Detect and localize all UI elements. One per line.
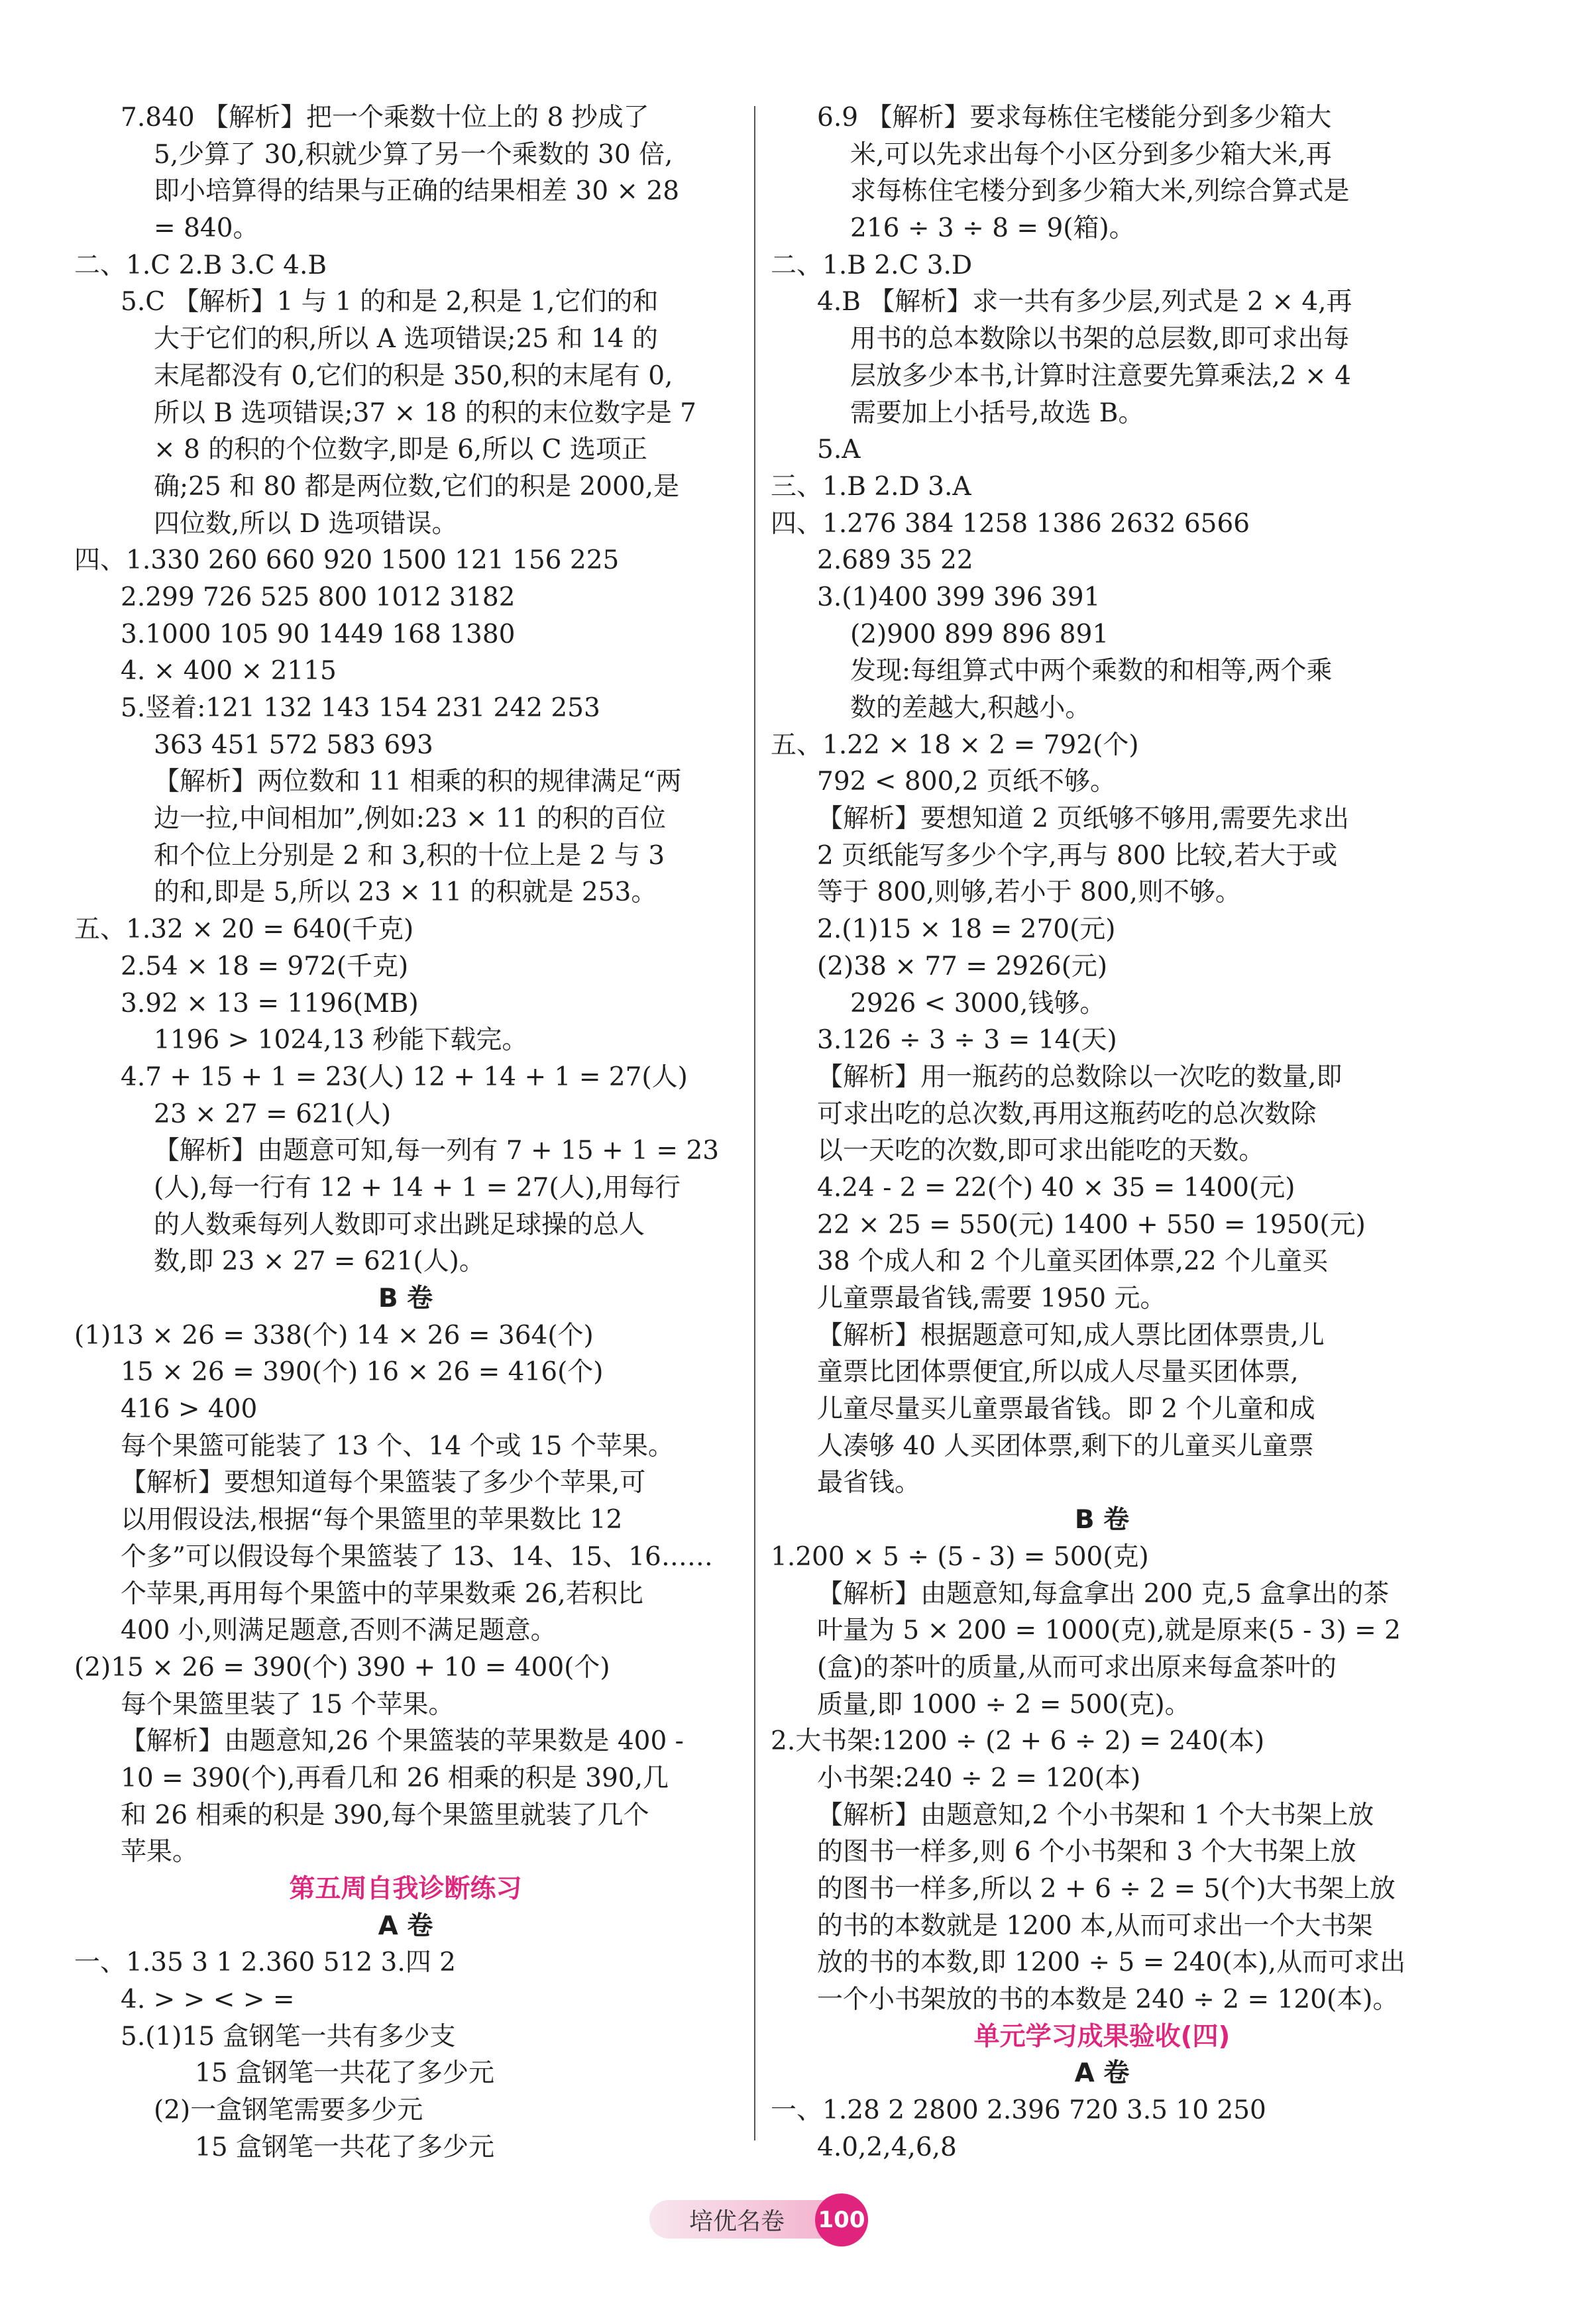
text-line: 五、1.32 × 20 = 640(千克) (74, 914, 414, 945)
text-line: 3.126 ÷ 3 ÷ 3 = 14(天) (817, 1025, 1117, 1056)
text-line: 2.54 × 18 = 972(千克) (121, 951, 409, 981)
text-line: 确;25 和 80 都是两位数,它们的积是 2000,是 (154, 471, 680, 502)
text-line: 儿童尽量买儿童票最省钱。即 2 个儿童和成 (817, 1394, 1315, 1425)
text-line: 【解析】两位数和 11 相乘的积的规律满足“两 (154, 767, 682, 797)
text-line: 5.C 【解析】1 与 1 的和是 2,积是 1,它们的和 (121, 287, 659, 317)
text-line: 2926 < 3000,钱够。 (850, 988, 1106, 1019)
text-line: 数的差越大,积越小。 (850, 693, 1091, 723)
text-line: 5,少算了 30,积就少算了另一个乘数的 30 倍, (154, 139, 673, 170)
text-line: 4. × 400 × 2115 (121, 656, 337, 687)
text-line: 4.24 - 2 = 22(个) 40 × 35 = 1400(元) (817, 1172, 1295, 1203)
text-line: 末尾都没有 0,它们的积是 350,积的末尾有 0, (154, 360, 673, 391)
section-title: 单元学习成果验收(四) (973, 2021, 1231, 2052)
text-line: 5.A (817, 435, 861, 465)
text-line: 1196 > 1024,13 秒能下载完。 (154, 1025, 528, 1056)
text-line: 四、1.330 260 660 920 1500 121 156 225 (74, 545, 620, 576)
text-line: 416 > 400 (121, 1394, 258, 1425)
text-line: 用书的总本数除以书架的总层数,即可求出每 (850, 324, 1350, 355)
text-line: 的书的本数就是 1200 本,从而可求出一个大书架 (817, 1910, 1373, 1941)
text-line: 最省钱。 (817, 1468, 921, 1498)
text-line: 2 页纸能写多少个字,再与 800 比较,若大于或 (817, 840, 1338, 871)
text-line: 【解析】由题意知,26 个果篮装的苹果数是 400 - (121, 1726, 684, 1757)
text-line: 【解析】用一瓶药的总数除以一次吃的数量,即 (817, 1062, 1343, 1092)
text-line: 以用假设法,根据“每个果篮里的苹果数比 12 (121, 1505, 623, 1535)
text-line: 即小培算得的结果与正确的结果相差 30 × 28 (154, 176, 680, 207)
text-line: (2)900 899 896 891 (850, 619, 1109, 649)
text-line: (人),每一行有 12 + 14 + 1 = 27(人),用每行 (154, 1172, 681, 1203)
text-line: 2.(1)15 × 18 = 270(元) (817, 914, 1116, 945)
text-line: 叶量为 5 × 200 = 1000(克),就是原来(5 - 3) = 2 (817, 1616, 1401, 1646)
text-line: 3.1000 105 90 1449 168 1380 (121, 619, 516, 649)
section-subtitle: A 卷 (378, 1910, 433, 1941)
text-line: 五、1.22 × 18 × 2 = 792(个) (771, 730, 1139, 760)
text-line: 三、1.B 2.D 3.A (771, 471, 971, 502)
text-line: 792 < 800,2 页纸不够。 (817, 767, 1116, 797)
text-line: 3.(1)400 399 396 391 (817, 582, 1101, 612)
page-footer (649, 2193, 981, 2246)
text-line: 层放多少本书,计算时注意要先算乘法,2 × 4 (850, 360, 1351, 391)
text-line: 边一拉,中间相加”,例如:23 × 11 的积的百位 (154, 804, 666, 834)
text-line: 个多”可以假设每个果篮装了 13、14、15、16…… (121, 1541, 713, 1572)
text-line: 求每栋住宅楼分到多少箱大米,列综合算式是 (850, 176, 1350, 207)
text-line: 15 盒钢笔一共花了多少元 (195, 2058, 495, 2089)
text-line: = 840。 (154, 213, 259, 244)
text-line: × 8 的积的个位数字,即是 6,所以 C 选项正 (154, 435, 647, 465)
text-line: 4.7 + 15 + 1 = 23(人) 12 + 14 + 1 = 27(人) (121, 1062, 688, 1092)
text-line: 【解析】要想知道每个果篮装了多少个苹果,可 (121, 1468, 646, 1498)
text-line: 发现:每组算式中两个乘数的和相等,两个乘 (850, 656, 1333, 687)
text-line: 3.92 × 13 = 1196(MB) (121, 988, 419, 1019)
text-line: (1)13 × 26 = 338(个) 14 × 26 = 364(个) (74, 1320, 594, 1351)
text-line: 4.0,2,4,6,8 (817, 2132, 957, 2162)
text-line: (2)15 × 26 = 390(个) 390 + 10 = 400(个) (74, 1652, 610, 1683)
footer-label: 培优名卷 (689, 2208, 785, 2235)
text-line: 【解析】要想知道 2 页纸够不够用,需要先求出 (817, 804, 1350, 834)
section-subtitle: B 卷 (1074, 1505, 1130, 1535)
text-line: 2.大书架:1200 ÷ (2 + 6 ÷ 2) = 240(本) (771, 1726, 1265, 1757)
text-line: 7.840 【解析】把一个乘数十位上的 8 抄成了 (121, 103, 649, 133)
text-line: 一、1.35 3 1 2.360 512 3.四 2 (74, 1948, 456, 1978)
text-line: 童票比团体票便宜,所以成人尽量买团体票, (817, 1357, 1299, 1388)
text-line: 15 盒钢笔一共花了多少元 (195, 2132, 495, 2162)
text-line: 二、1.C 2.B 3.C 4.B (74, 250, 327, 280)
text-line: 苹果。 (121, 1837, 199, 1867)
text-line: 四、1.276 384 1258 1386 2632 6566 (771, 508, 1250, 539)
text-line: 儿童票最省钱,需要 1950 元。 (817, 1284, 1166, 1313)
text-line: 6.9 【解析】要求每栋住宅楼能分到多少箱大 (817, 103, 1332, 133)
left-column (74, 99, 737, 2166)
text-line: 人凑够 40 人买团体票,剩下的儿童买儿童票 (817, 1431, 1314, 1461)
text-line: 一个小书架放的书的本数是 240 ÷ 2 = 120(本)。 (817, 1985, 1399, 2015)
text-line: 二、1.B 2.C 3.D (771, 250, 973, 280)
text-line: 一、1.28 2 2800 2.396 720 3.5 10 250 (771, 2095, 1266, 2126)
text-line: 2.689 35 22 (817, 545, 973, 576)
text-line: 10 = 390(个),再看几和 26 相乘的积是 390,几 (121, 1763, 669, 1793)
text-line: 个苹果,再用每个果篮中的苹果数乘 26,若积比 (121, 1578, 643, 1609)
text-line: 的图书一样多,所以 2 + 6 ÷ 2 = 5(个)大书架上放 (817, 1874, 1396, 1904)
text-line: (2)一盒钢笔需要多少元 (154, 2095, 423, 2126)
text-line: 23 × 27 = 621(人) (154, 1099, 392, 1129)
page-number: 100 (815, 2193, 868, 2246)
text-line: 【解析】由题意可知,每一列有 7 + 15 + 1 = 23 (154, 1136, 720, 1166)
text-line: 米,可以先求出每个小区分到多少箱大米,再 (850, 139, 1332, 170)
text-line: 5.(1)15 盒钢笔一共有多少支 (121, 2021, 456, 2052)
text-line: 【解析】由题意知,每盒拿出 200 克,5 盒拿出的茶 (817, 1578, 1390, 1609)
text-line: 400 小,则满足题意,否则不满足题意。 (121, 1616, 557, 1646)
text-line: 363 451 572 583 693 (154, 730, 433, 760)
text-line: 的图书一样多,则 6 个小书架和 3 个大书架上放 (817, 1837, 1356, 1867)
text-line: 大于它们的积,所以 A 选项错误;25 和 14 的 (154, 324, 658, 355)
text-line: 放的书的本数,即 1200 ÷ 5 = 240(本),从而可求出 (817, 1948, 1406, 1978)
text-line: 需要加上小括号,故选 B。 (850, 398, 1144, 428)
text-line: (盒)的茶叶的质量,从而可求出原来每盒茶叶的 (817, 1652, 1337, 1683)
text-line: 5.竖着:121 132 143 154 231 242 253 (121, 693, 600, 723)
section-subtitle: A 卷 (1074, 2058, 1130, 2089)
text-line: 【解析】根据题意可知,成人票比团体票贵,儿 (817, 1320, 1325, 1351)
text-line: 15 × 26 = 390(个) 16 × 26 = 416(个) (121, 1357, 604, 1388)
text-line: 以一天吃的次数,即可求出能吃的天数。 (817, 1136, 1265, 1166)
text-line: 质量,即 1000 ÷ 2 = 500(克)。 (817, 1689, 1191, 1720)
text-line: 的和,即是 5,所以 23 × 11 的积就是 253。 (154, 877, 657, 908)
text-line: 4. > > < > = (121, 1985, 295, 2015)
text-line: 和个位上分别是 2 和 3,积的十位上是 2 与 3 (154, 840, 665, 871)
text-line: 每个果篮里装了 15 个苹果。 (121, 1689, 455, 1720)
text-line: 【解析】由题意知,2 个小书架和 1 个大书架上放 (817, 1800, 1374, 1830)
right-column (771, 99, 1433, 2166)
text-line: 216 ÷ 3 ÷ 8 = 9(箱)。 (850, 213, 1135, 244)
text-line: 22 × 25 = 550(元) 1400 + 550 = 1950(元) (817, 1209, 1366, 1240)
text-line: 小书架:240 ÷ 2 = 120(本) (817, 1763, 1141, 1793)
text-line: 1.200 × 5 ÷ (5 - 3) = 500(克) (771, 1541, 1149, 1572)
section-title: 第五周自我诊断练习 (289, 1874, 522, 1904)
text-line: 所以 B 选项错误;37 × 18 的积的末位数字是 7 (154, 398, 696, 428)
text-line: 等于 800,则够,若小于 800,则不够。 (817, 877, 1241, 908)
text-line: 的人数乘每列人数即可求出跳足球操的总人 (154, 1209, 645, 1240)
text-line: 38 个成人和 2 个儿童买团体票,22 个儿童买 (817, 1246, 1329, 1277)
text-line: 可求出吃的总次数,再用这瓶药吃的总次数除 (817, 1099, 1317, 1129)
text-line: 数,即 23 × 27 = 621(人)。 (154, 1246, 485, 1277)
column-divider (754, 106, 755, 2140)
text-line: 4.B 【解析】求一共有多少层,列式是 2 × 4,再 (817, 287, 1352, 317)
text-line: (2)38 × 77 = 2926(元) (817, 951, 1108, 981)
text-line: 2.299 726 525 800 1012 3182 (121, 582, 516, 612)
text-line: 每个果篮可能装了 13 个、14 个或 15 个苹果。 (121, 1431, 674, 1461)
text-line: 四位数,所以 D 选项错误。 (154, 508, 458, 539)
text-line: 和 26 相乘的积是 390,每个果篮里就装了几个 (121, 1800, 649, 1830)
section-subtitle: B 卷 (378, 1284, 433, 1313)
